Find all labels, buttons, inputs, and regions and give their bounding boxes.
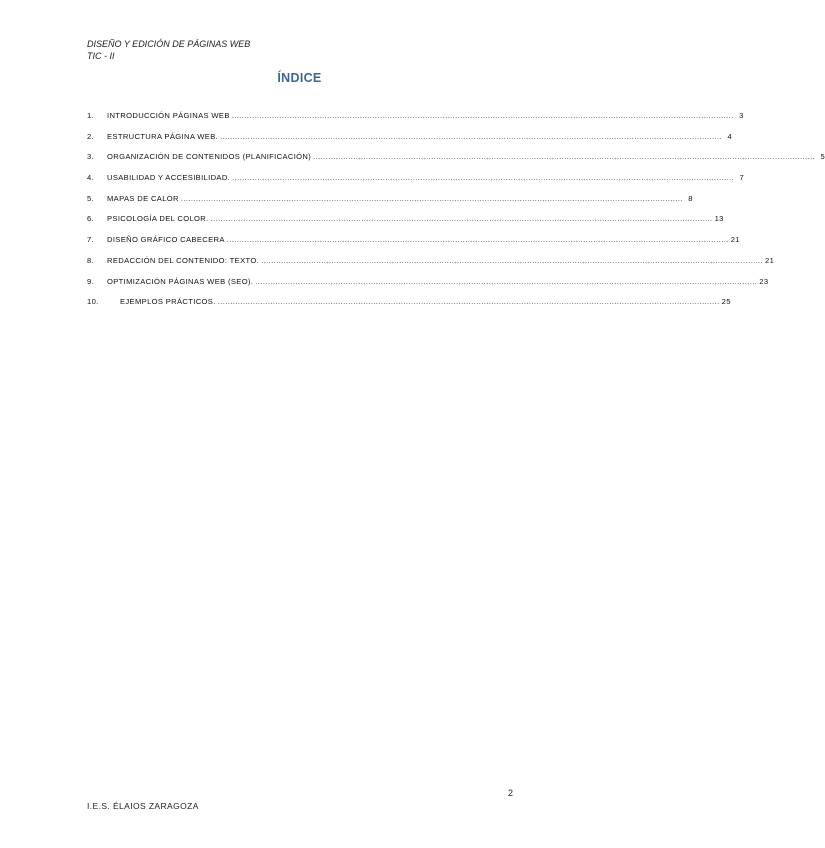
toc-entry-label: MAPAS DE CALOR	[107, 193, 179, 203]
toc-entry[interactable]	[87, 255, 775, 277]
toc-leader-dots: ........................................................................................................................................................................................................	[180, 193, 683, 203]
toc-entry-page: 8	[688, 193, 693, 203]
toc-entry-label: OPTIMIZACIÓN PÁGINAS WEB (SEO).	[107, 276, 254, 286]
toc-entry-page: 23	[759, 276, 769, 286]
toc-entry-number: 7.	[87, 235, 95, 245]
toc-leader-dots: ........................................................................................................................................................................................................	[231, 111, 734, 120]
toc-entry-number: 4.	[87, 173, 95, 183]
toc-entry-label: INTRODUCCIÓN PÁGINAS WEB	[107, 111, 230, 120]
toc-entry-number: 8.	[87, 255, 95, 265]
toc-entry-label: REDACCIÓN DEL CONTENIDO: TEXTO.	[107, 255, 260, 265]
toc-entry-label: ORGANIZACIÓN DE CONTENIDOS (PLANIFICACIÓN)	[107, 152, 312, 162]
toc-entry-label: PSICOLOGÍA DEL COLOR.	[107, 214, 209, 224]
running-header	[87, 38, 250, 62]
toc-entry-page: 21	[730, 235, 740, 245]
header-subject: TIC - II	[87, 51, 115, 61]
toc-entry-page: 25	[721, 297, 731, 307]
page-number: 2	[507, 788, 513, 798]
toc-entry[interactable]	[87, 193, 693, 215]
toc-entry[interactable]	[87, 235, 740, 256]
toc-leader-dots: ........................................................................................................................................................................................................	[255, 276, 758, 286]
toc-entry-number: 10.	[87, 297, 99, 307]
toc-leader-dots: ........................................................................................................................................................................................................	[313, 152, 816, 162]
toc-leader-dots: ........................................................................................................................................................................................................	[210, 214, 713, 224]
toc-entry[interactable]	[87, 276, 769, 298]
toc-leader-dots: ........................................................................................................................................................................................................	[261, 255, 764, 265]
toc-entry-number: 6.	[87, 214, 95, 224]
index-title: ÍNDICE	[277, 71, 322, 85]
toc-leader-dots: ........................................................................................................................................................................................................	[226, 235, 729, 245]
toc-entry-page: 7	[739, 173, 745, 183]
toc-entry[interactable]	[87, 111, 744, 132]
toc-entry[interactable]	[87, 297, 731, 318]
running-footer: I.E.S. ÉLAIOS ZARAGOZA	[87, 801, 199, 811]
header-course-title: DISEÑO Y EDICIÓN DE PÁGINAS WEB	[87, 39, 251, 49]
toc-entry[interactable]	[87, 131, 733, 153]
toc-entry-label: EJEMPLOS PRÁCTICOS.	[120, 297, 216, 307]
toc-entry[interactable]	[87, 152, 825, 173]
table-of-contents	[87, 111, 825, 318]
toc-entry-number: 1.	[87, 111, 95, 120]
toc-entry-number: 9.	[87, 276, 95, 286]
toc-entry-number: 2.	[87, 131, 95, 141]
toc-entry-number: 5.	[87, 193, 95, 203]
toc-entry[interactable]	[87, 214, 724, 235]
toc-entry-page: 21	[765, 255, 775, 265]
toc-entry-page: 4	[727, 131, 733, 141]
toc-leader-dots: ........................................................................................................................................................................................................	[217, 297, 720, 307]
toc-entry-page: 3	[739, 111, 744, 120]
toc-entry-label: DISEÑO GRÁFICO CABECERA	[107, 235, 225, 245]
toc-entry-page: 13	[714, 214, 724, 224]
toc-entry-label: ESTRUCTURA PÁGINA WEB.	[107, 131, 219, 141]
toc-entry[interactable]	[87, 173, 745, 194]
toc-entry-label: USABILIDAD Y ACCESIBILIDAD.	[107, 173, 231, 183]
toc-entry-page: 5	[820, 152, 825, 162]
toc-entry-number: 3.	[87, 152, 95, 162]
toc-leader-dots: ........................................................................................................................................................................................................	[232, 173, 735, 183]
toc-leader-dots: ........................................................................................................................................................................................................	[220, 131, 723, 141]
